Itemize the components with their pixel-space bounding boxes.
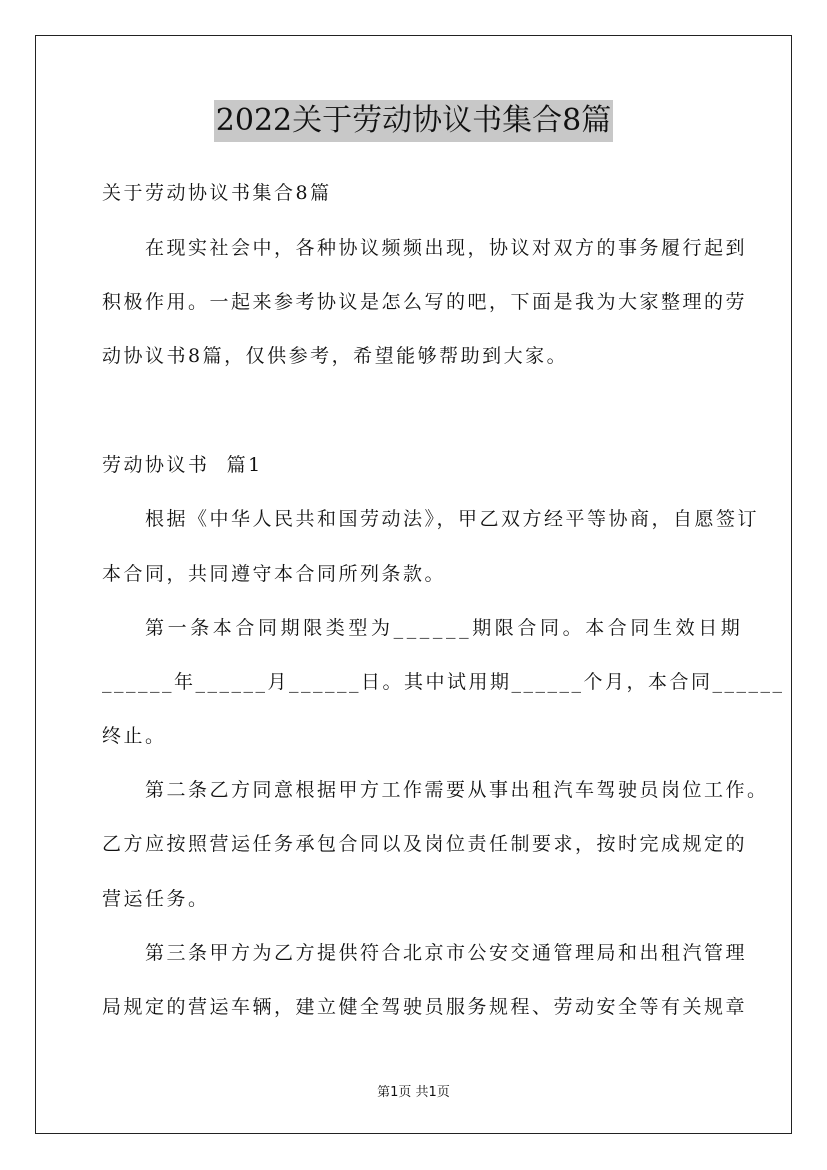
paragraph-line: 营运任务。 [102,888,210,910]
paragraph-line: 第一条本合同期限类型为______期限合同。本合同生效日期 [145,617,744,639]
paragraph-line: 终止。 [102,725,167,747]
doc-subtitle: 关于劳动协议书集合8篇 [102,182,332,204]
paragraph-line: 在现实社会中，各种协议频频出现，协议对双方的事务履行起到 [145,237,748,259]
section-heading: 劳动协议书 篇1 [102,454,263,476]
document-title: 2022关于劳动协议书集合8篇 [214,100,613,142]
paragraph-line: 积极作用。一起来参考协议是怎么写的吧，下面是我为大家整理的劳 [102,291,748,313]
paragraph-line: 动协议书8篇，仅供参考，希望能够帮助到大家。 [102,345,569,367]
paragraph-line: 乙方应按照营运任务承包合同以及岗位责任制要求，按时完成规定的 [102,833,748,855]
paragraph-line: 第二条乙方同意根据甲方工作需要从事出租汽车驾驶员岗位工作。 [145,779,769,801]
page-footer: 第1页 共1页 [377,1085,450,1100]
paragraph-line: 根据《中华人民共和国劳动法》，甲乙双方经平等协商，自愿签订 [145,508,760,530]
paragraph-line: 第三条甲方为乙方提供符合北京市公安交通管理局和出租汽管理 [145,942,748,964]
paragraph-line: 本合同，共同遵守本合同所列条款。 [102,563,447,585]
paragraph-line: 局规定的营运车辆，建立健全驾驶员服务规程、劳动安全等有关规章 [102,996,748,1018]
paragraph-line: ______年______月______日。其中试用期______个月，本合同______ [102,671,785,693]
title-container [0,100,827,142]
